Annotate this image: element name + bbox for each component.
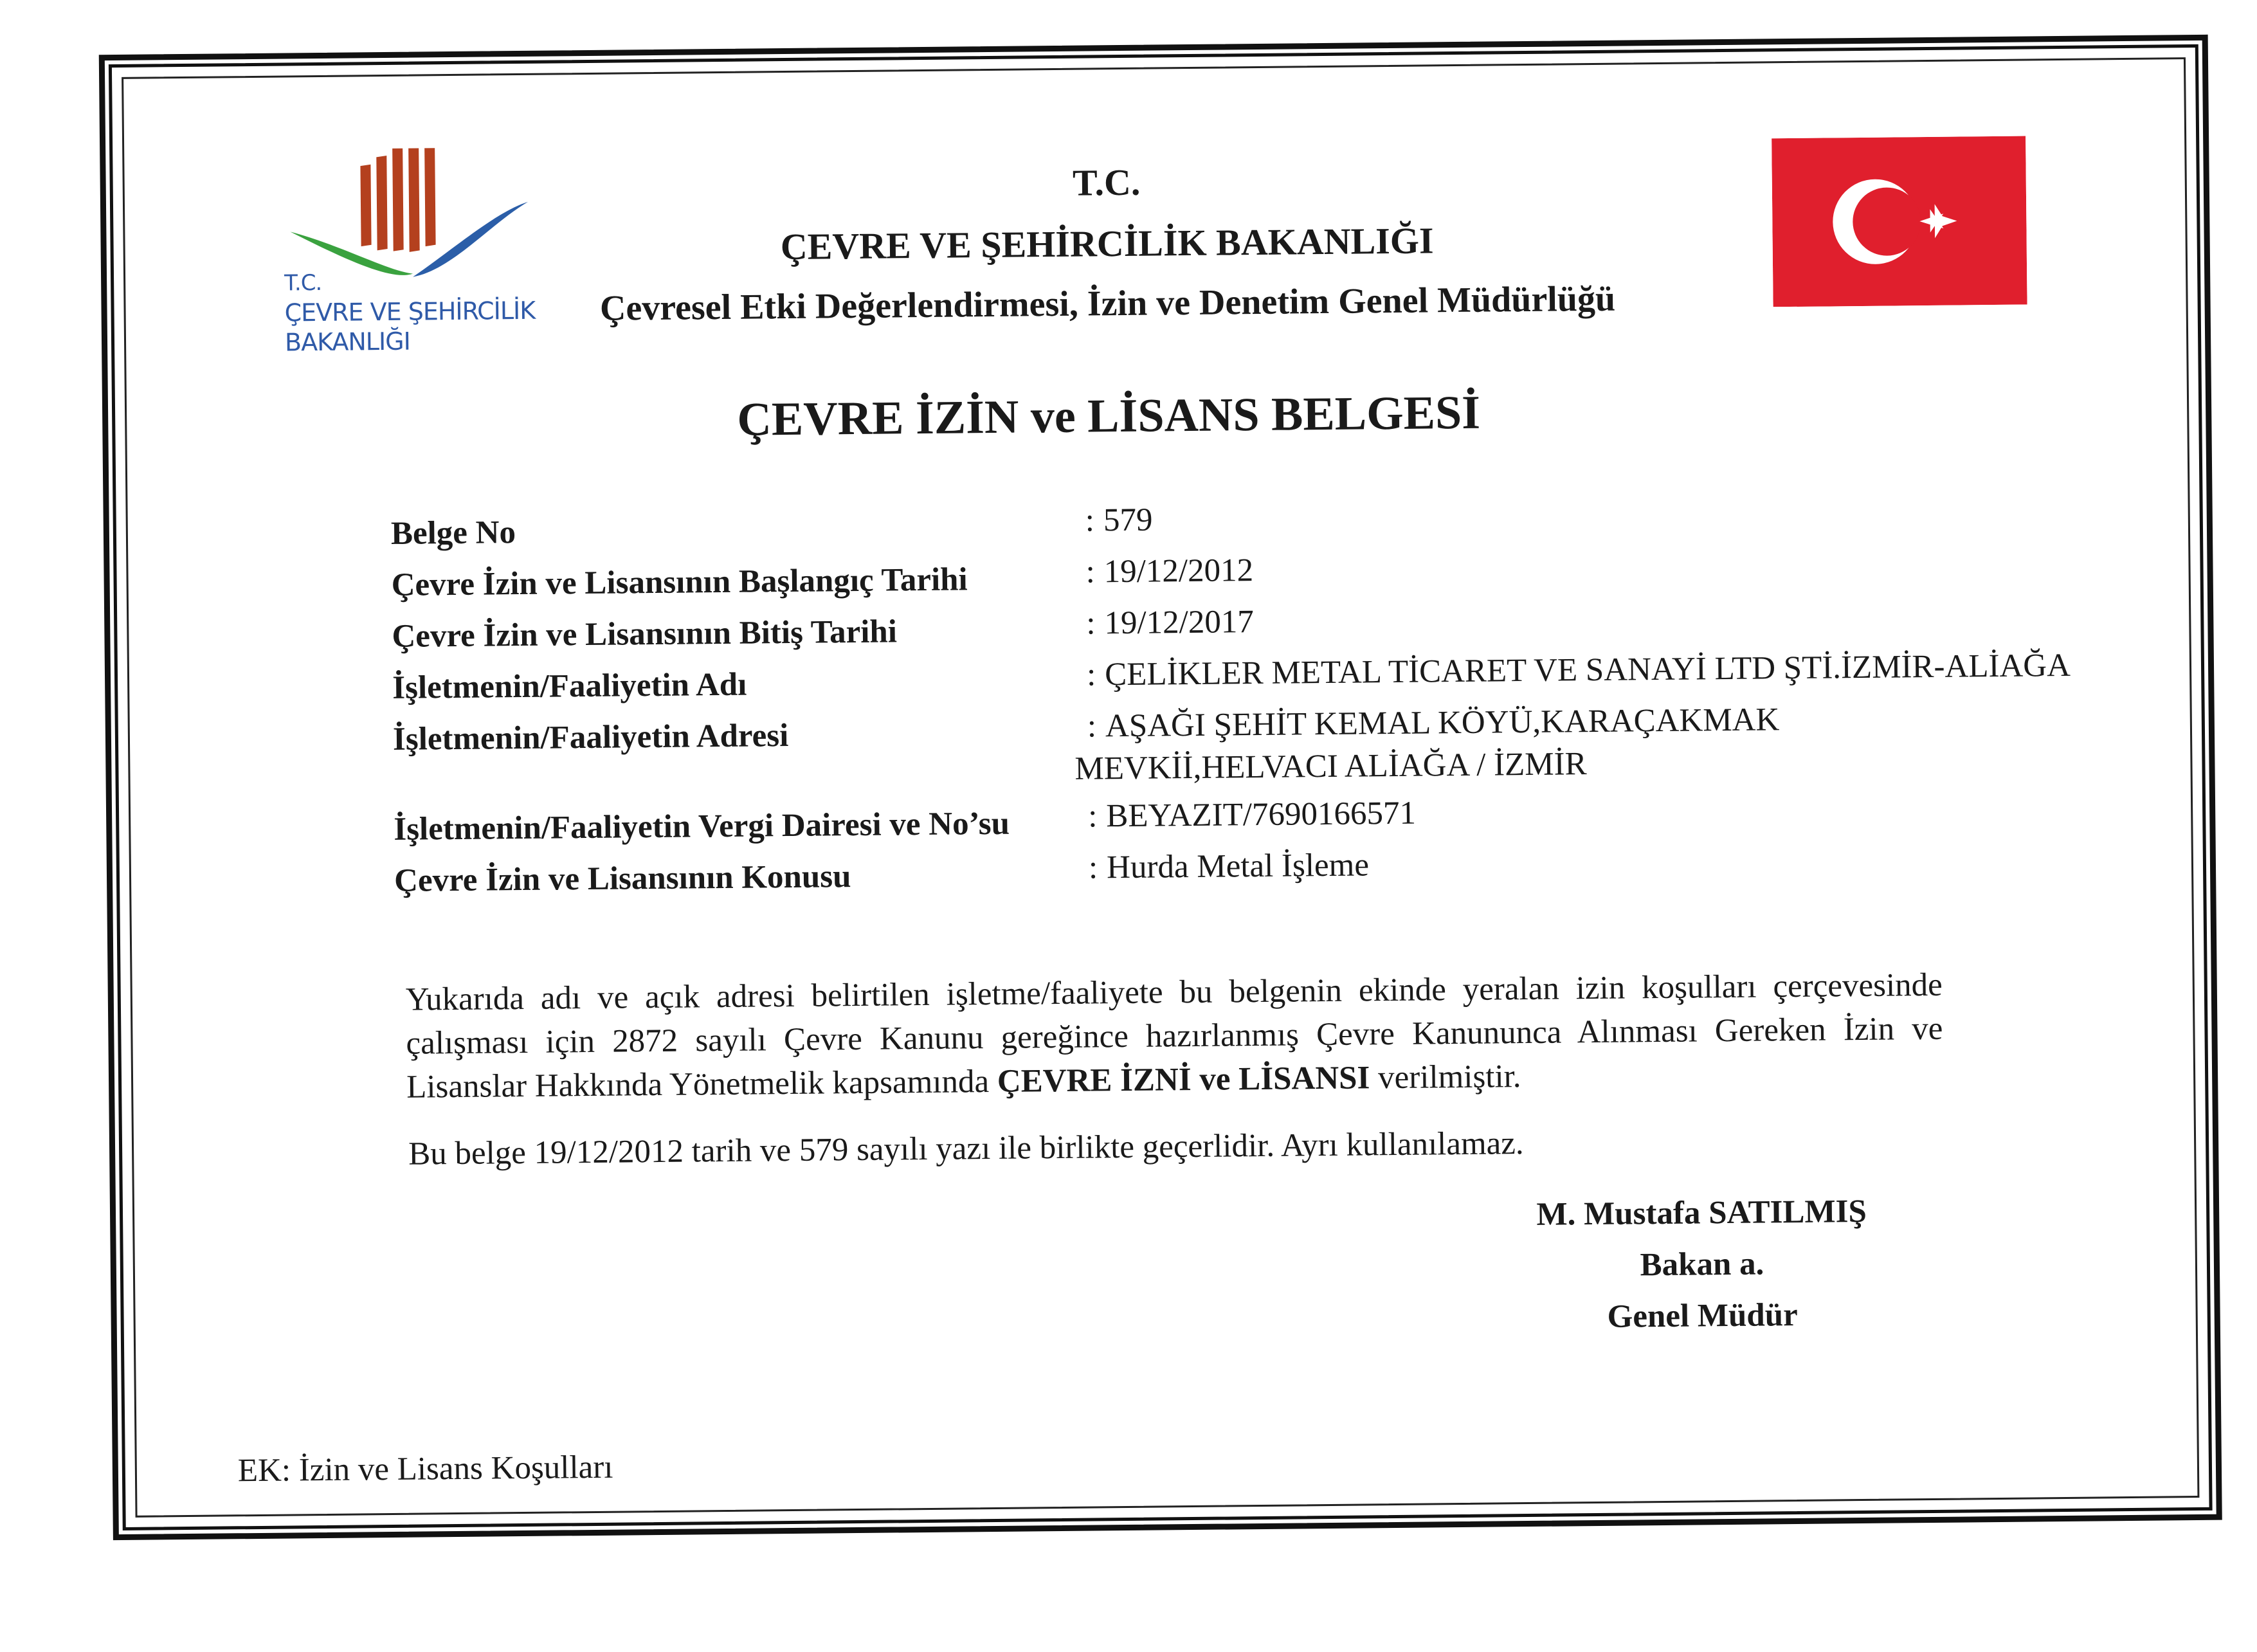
field-label: Çevre İzin ve Lisansının Bitiş Tarihi (392, 613, 898, 655)
certificate-fields (391, 498, 2195, 914)
header-department: Çevresel Etki Değerlendirmesi, İzin ve Denetim Genel Müdürlüğü (599, 278, 1616, 329)
field-value: : 19/12/2017 (1086, 604, 1255, 642)
field-value-text: AŞAĞI ŞEHİT KEMAL KÖYÜ,KARAÇAKMAK (1105, 702, 1780, 745)
body-paragraph-end: verilmiştir. (1377, 1058, 1521, 1096)
signatory-name: M. Mustafa SATILMIŞ (1536, 1193, 1867, 1233)
attachment-note: EK: İzin ve Lisans Koşulları (237, 1449, 613, 1489)
document-title: ÇEVRE İZİN ve LİSANS BELGESİ (737, 386, 1481, 446)
field-label: İşletmenin/Faaliyetin Adı (392, 666, 747, 706)
logo-line-bakanlik: BAKANLIĞI (284, 327, 411, 357)
field-value-text: ÇELİKLER METAL TİCARET VE SANAYİ LTD ŞTİ.İZMİR-ALİAĞA (1104, 647, 2071, 693)
ministry-logo-text (284, 266, 536, 358)
field-value-text: BEYAZIT/7690166571 (1106, 795, 1417, 835)
body-paragraph-bold: ÇEVRE İZNİ ve LİSANSI (997, 1060, 1370, 1100)
field-value: : 19/12/2012 (1085, 552, 1254, 590)
field-label: Belge No (390, 514, 516, 552)
field-label: Çevre İzin ve Lisansının Konusu (394, 858, 851, 899)
field-value: : 579 (1085, 502, 1153, 539)
field-value-continuation: MEVKİİ,HELVACI ALİAĞA / İZMİR (1074, 746, 1587, 787)
body-paragraph (406, 963, 1944, 1109)
turkish-flag-icon (1772, 136, 2027, 307)
header-tc: T.C. (1072, 161, 1141, 204)
signatory-role-1: Bakan a. (1640, 1246, 1764, 1284)
field-value: : BEYAZIT/7690166571 (1087, 795, 1417, 835)
logo-line-tc: T.C. (284, 269, 322, 296)
field-value: : ÇELİKLER METAL TİCARET VE SANAYİ LTD ŞTİ.İZMİR-ALİAĞA (1086, 647, 2071, 693)
field-value: : Hurda Metal İşleme (1088, 847, 1370, 886)
header-ministry: ÇEVRE VE ŞEHİRCİLİK BAKANLIĞI (780, 219, 1434, 268)
field-value-text: Hurda Metal İşleme (1106, 847, 1370, 886)
logo-line-ministry: ÇEVRE VE ŞEHİRCİLİK (284, 296, 536, 327)
field-value-text: 19/12/2012 (1103, 552, 1254, 590)
field-label: İşletmenin/Faaliyetin Adresi (392, 718, 789, 758)
validity-statement: Bu belge 19/12/2012 tarih ve 579 sayılı yazı ile birlikte geçerlidir. Ayrı kullanılamaz. (408, 1125, 1524, 1172)
field-value-text: 579 (1103, 502, 1153, 539)
field-value: : AŞAĞI ŞEHİT KEMAL KÖYÜ,KARAÇAKMAK MEVKİİ,HELVACI ALİAĞA / İZMİR (1087, 694, 2194, 790)
signature-block (1457, 1185, 1947, 1344)
field-label: İşletmenin/Faaliyetin Vergi Dairesi ve No’su (394, 805, 1010, 848)
body-paragraph-start: Yukarıda adı ve açık adresi belirtilen işletme/faaliyete bu belgenin ekinde yeralan izin koşulları çerçevesinde çalışması için 2872 sayılı Çevre Kanunu gereğince hazırlanmış Çevre Kanununca Alınması Gereken İzin ve Lisanslar Hakkında Yönetmelik kapsamında (405, 967, 1943, 1105)
field-value-text: 19/12/2017 (1104, 604, 1255, 642)
field-label: Çevre İzin ve Lisansının Başlangıç Tarihi (391, 561, 968, 603)
signatory-role-2: Genel Müdür (1607, 1296, 1798, 1335)
